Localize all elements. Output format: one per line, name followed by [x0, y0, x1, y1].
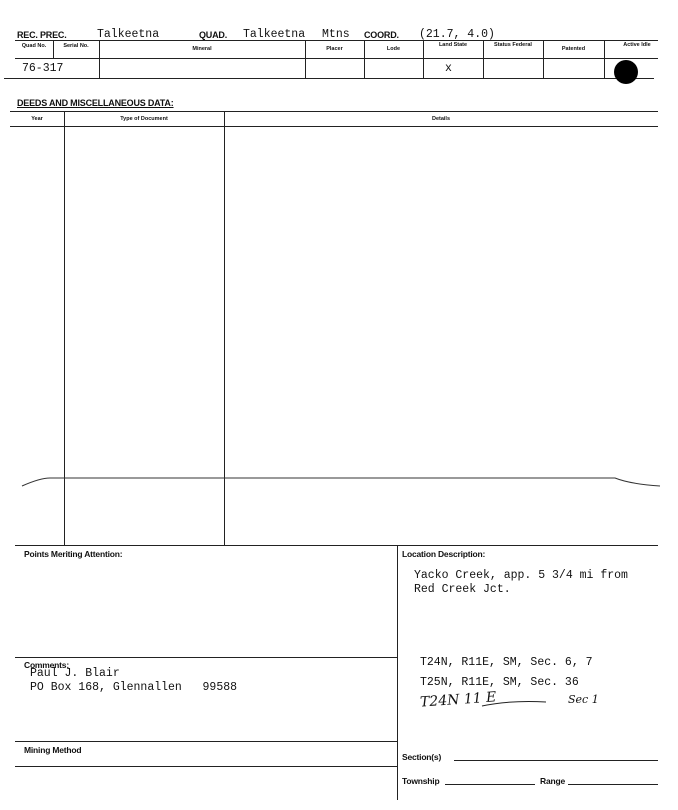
comments-line-1: Paul J. Blair — [30, 667, 120, 680]
land-state-mark: x — [445, 62, 452, 75]
handwritten-section: Sec 1 — [568, 693, 599, 706]
col-details: Details — [431, 116, 451, 122]
quad-label: QUAD. — [199, 30, 227, 40]
coord-label: COORD. — [364, 30, 399, 40]
location-line-1: Yacko Creek, app. 5 3/4 mi from — [414, 569, 628, 582]
page-fold-line — [0, 468, 678, 496]
range-label: Range — [540, 776, 565, 786]
deeds-title: DEEDS AND MISCELLANEOUS DATA: — [17, 98, 174, 108]
township-line-2: T25N, R11E, SM, Sec. 36 — [420, 676, 579, 689]
comments-line-2: PO Box 168, Glennallen 99588 — [30, 681, 238, 694]
col-mineral: Mineral — [192, 46, 212, 52]
active-indicator-icon — [614, 60, 638, 84]
col-serial-no: Serial No. — [63, 43, 89, 49]
col-quad-no: Quad No. — [21, 43, 47, 49]
quad-value: Talkeetna Mtns — [243, 28, 350, 41]
mining-method-label: Mining Method — [24, 745, 82, 755]
col-lode: Lode — [386, 46, 401, 52]
col-patented: Patented — [561, 46, 586, 52]
rec-prec-label: REC. PREC. — [17, 30, 67, 40]
township-label: Township — [402, 776, 440, 786]
sections-label: Section(s) — [402, 752, 442, 762]
col-active-idle: Active Idle — [623, 42, 651, 48]
points-meriting-label: Points Meriting Attention: — [24, 549, 123, 559]
col-document-type: Type of Document — [120, 116, 168, 122]
location-line-2: Red Creek Jct. — [414, 583, 511, 596]
quad-no-value: 76-317 — [22, 62, 64, 75]
col-land-state: Land State — [438, 42, 468, 48]
col-status-federal: Status Federal — [494, 42, 532, 48]
handwritten-underline — [480, 696, 550, 710]
location-description-label: Location Description: — [402, 549, 486, 559]
handwritten-township: T24N 11 E — [419, 689, 497, 711]
comments-label: Comments: — [24, 660, 69, 670]
rec-prec-value: Talkeetna — [97, 28, 160, 41]
coord-value: (21.7, 4.0) — [419, 28, 495, 41]
township-line-1: T24N, R11E, SM, Sec. 6, 7 — [420, 656, 593, 669]
col-placer: Placer — [326, 46, 343, 52]
col-year: Year — [31, 116, 43, 122]
